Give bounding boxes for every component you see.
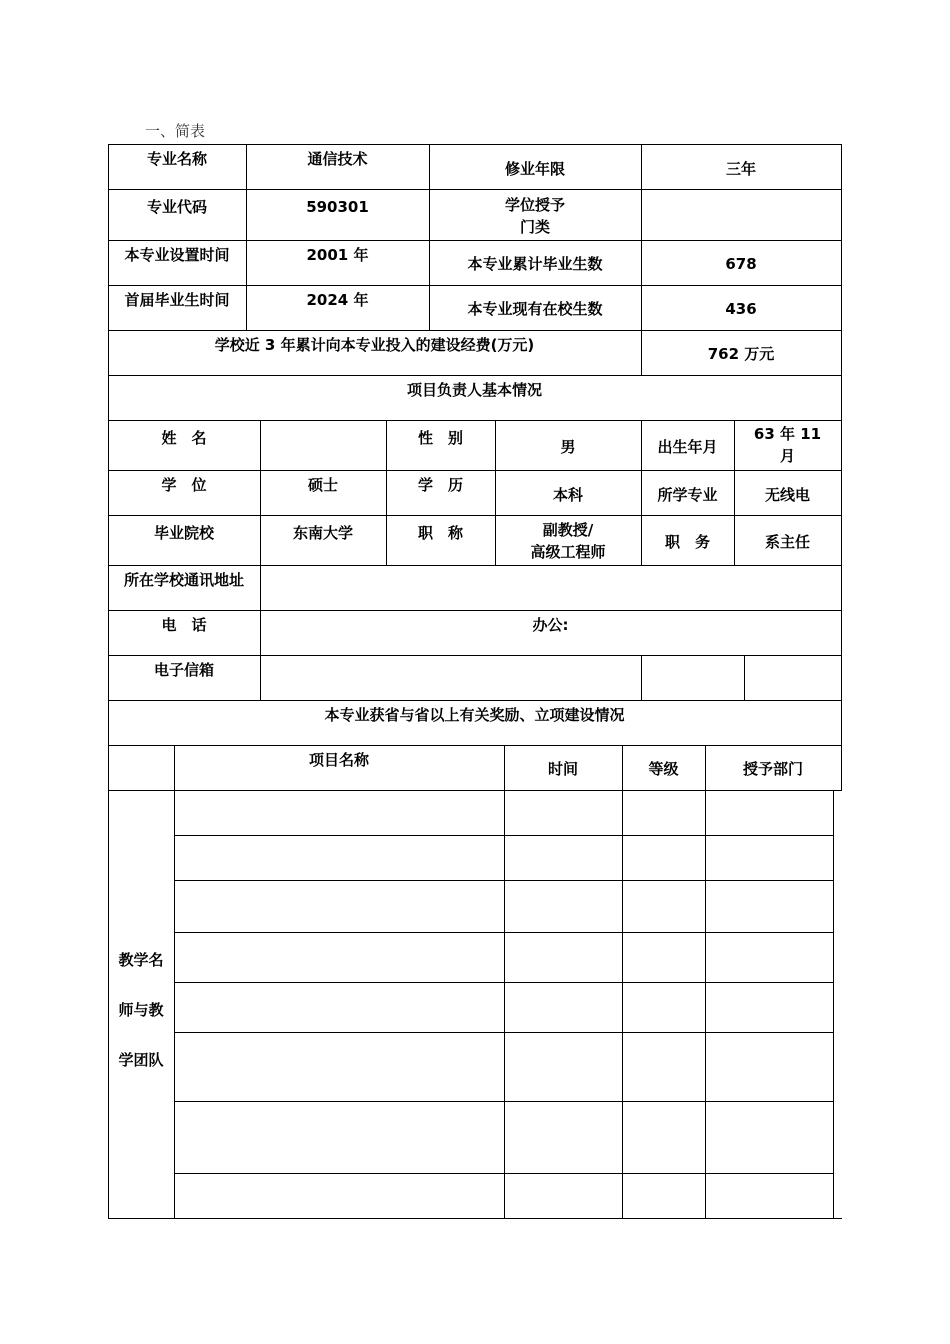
leader-section-title: 项目负责人基本情况 <box>406 381 542 399</box>
teaching-team-label-line2: 师与教 <box>118 1001 164 1019</box>
position-label: 职 务 <box>664 533 710 551</box>
title-value <box>495 519 641 563</box>
funding-value: 762 万元 <box>707 345 775 363</box>
awards-section-title: 本专业获省与省以上有关奖励、立项建设情况 <box>324 706 625 724</box>
column-project-name: 项目名称 <box>308 751 369 769</box>
degree-label: 学 位 <box>161 476 207 494</box>
column-grade: 等级 <box>648 760 679 778</box>
degree-category-label <box>429 194 641 238</box>
title-value-line2: 高级工程师 <box>530 543 606 561</box>
duration-value: 三年 <box>725 160 756 178</box>
first-graduation-value: 2024 年 <box>306 291 369 309</box>
birth-value <box>734 423 841 467</box>
major-code-value: 590301 <box>306 198 369 216</box>
degree-value: 硕士 <box>307 476 338 494</box>
teaching-team-label <box>108 935 174 1085</box>
school-label: 毕业院校 <box>153 524 214 542</box>
gender-label: 性 别 <box>417 429 463 447</box>
major-name-label: 专业名称 <box>146 150 207 168</box>
teaching-team-label-line1: 教学名 <box>118 951 164 969</box>
setup-time-label: 本专业设置时间 <box>124 246 230 264</box>
phone-label: 电 话 <box>161 616 207 634</box>
education-value: 本科 <box>552 486 583 504</box>
school-value: 东南大学 <box>292 524 353 542</box>
duration-label: 修业年限 <box>504 160 565 178</box>
total-graduates-label: 本专业累计毕业生数 <box>467 255 603 273</box>
setup-time-value: 2001 年 <box>306 246 369 264</box>
email-label: 电子信箱 <box>153 661 214 679</box>
name-label: 姓 名 <box>161 429 207 447</box>
enrolled-students-value: 436 <box>725 300 757 318</box>
birth-value-line2: 月 <box>779 447 795 465</box>
teaching-team-label-line3: 学团队 <box>118 1051 164 1069</box>
title-label: 职 称 <box>417 524 463 542</box>
column-time: 时间 <box>547 760 578 778</box>
section-heading: 一、简表 <box>145 122 206 140</box>
major-code-label: 专业代码 <box>146 198 207 216</box>
enrolled-students-label: 本专业现有在校生数 <box>467 300 603 318</box>
funding-label: 学校近 3 年累计向本专业投入的建设经费(万元) <box>214 336 535 354</box>
birth-label: 出生年月 <box>657 438 718 456</box>
gender-value: 男 <box>560 438 576 456</box>
phone-value: 办公: <box>532 616 569 634</box>
column-department: 授予部门 <box>742 760 803 778</box>
field-value: 无线电 <box>764 486 810 504</box>
degree-category-label-line2: 门类 <box>519 218 550 236</box>
total-graduates-value: 678 <box>725 255 757 273</box>
address-label: 所在学校通讯地址 <box>123 571 244 589</box>
first-graduation-label: 首届毕业生时间 <box>124 291 230 309</box>
title-value-line1: 副教授/ <box>542 521 594 539</box>
degree-category-label-line1: 学位授予 <box>504 196 565 214</box>
education-label: 学 历 <box>417 476 463 494</box>
major-name-value: 通信技术 <box>307 150 368 168</box>
birth-value-line1: 63 年 11 <box>753 425 822 443</box>
field-label: 所学专业 <box>657 486 718 504</box>
position-value: 系主任 <box>764 533 810 551</box>
